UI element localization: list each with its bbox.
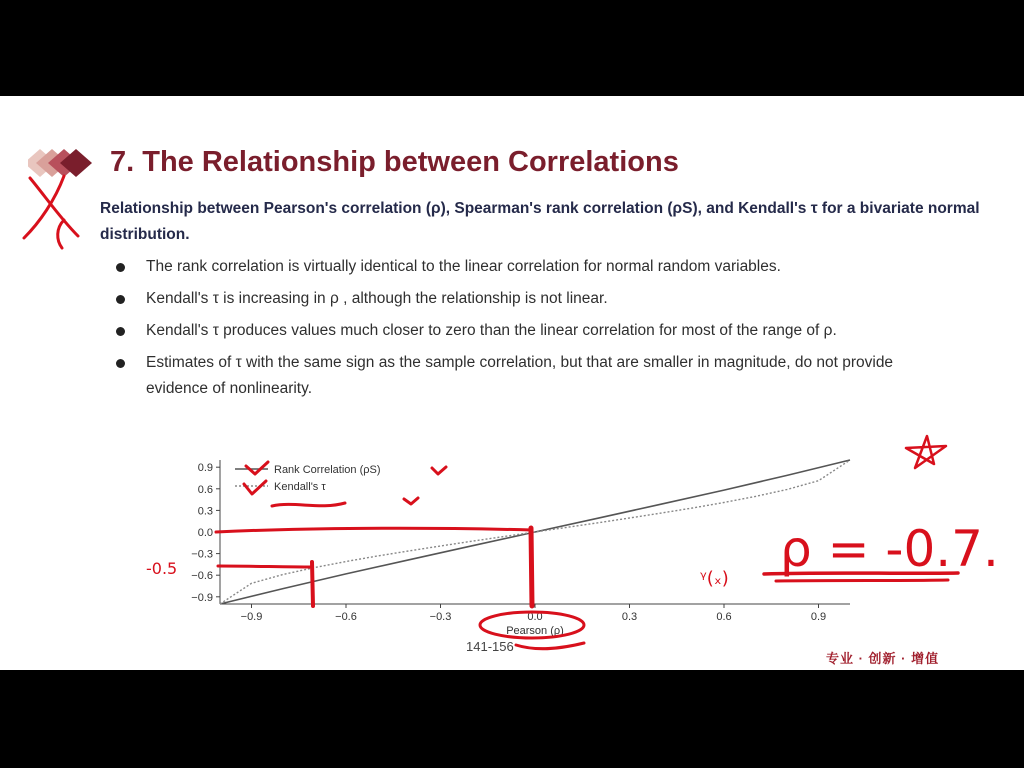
intro-text: Relationship between Pearson's correlation (ρ), Spearman's rank correlation (ρS), and Kendall's τ for a bivariate normal distribution. bbox=[100, 200, 980, 243]
ink-star-icon bbox=[906, 436, 946, 468]
y-tick-label: −0.6 bbox=[191, 570, 213, 583]
ink-margin-value: -0.5 bbox=[146, 559, 178, 578]
x-tick-label: −0.6 bbox=[335, 611, 357, 623]
footer-brand: 专业 · 创新 · 增值 bbox=[826, 651, 940, 666]
diamond-logo-icon bbox=[28, 146, 108, 186]
bullet-list bbox=[112, 254, 932, 408]
bullet-item: The rank correlation is virtually identical to the linear correlation for normal random variables. bbox=[112, 254, 932, 280]
x-tick-label: −0.3 bbox=[429, 611, 452, 623]
y-tick-label: −0.9 bbox=[191, 591, 213, 604]
ink-x-mark bbox=[30, 178, 78, 236]
ink-underline bbox=[516, 643, 584, 649]
ink-bracket bbox=[58, 220, 64, 248]
bullet-item: Kendall's τ is increasing in ρ , although the relationship is not linear. bbox=[112, 286, 932, 312]
page-number: 141-156 bbox=[466, 639, 514, 654]
slide bbox=[0, 96, 1024, 670]
y-tick-label: 0.9 bbox=[197, 462, 213, 475]
x-tick-label: 0.9 bbox=[810, 611, 827, 623]
ink-rho-note: ρ = -0.7. bbox=[780, 520, 999, 578]
x-axis-label: Pearson (ρ) bbox=[506, 625, 564, 636]
legend-label: Rank Correlation (ρS) bbox=[274, 464, 381, 476]
legend-label: Kendall's τ bbox=[274, 481, 326, 493]
y-tick-label: 0.3 bbox=[197, 505, 213, 518]
bullet-item: Estimates of τ with the same sign as the sample correlation, but that are smaller in magnitude, do not provide evidence of nonlinearity. bbox=[112, 350, 932, 402]
x-tick-label: −0.9 bbox=[240, 611, 263, 623]
y-tick-label: 0.6 bbox=[197, 483, 213, 496]
bullet-item: Kendall's τ produces values much closer to zero than the linear correlation for most of the range of ρ. bbox=[112, 318, 932, 344]
x-tick-label: 0.6 bbox=[716, 611, 732, 623]
x-tick-label: 0.3 bbox=[621, 611, 638, 623]
y-tick-label: −0.3 bbox=[191, 548, 213, 561]
ink-scribble: ᵞ(ₓ) bbox=[700, 568, 729, 589]
y-tick-label: 0.0 bbox=[197, 527, 213, 539]
slide-title: 7. The Relationship between Correlations bbox=[110, 146, 679, 178]
correlation-chart bbox=[180, 456, 870, 636]
x-tick-label: 0.0 bbox=[527, 611, 543, 623]
